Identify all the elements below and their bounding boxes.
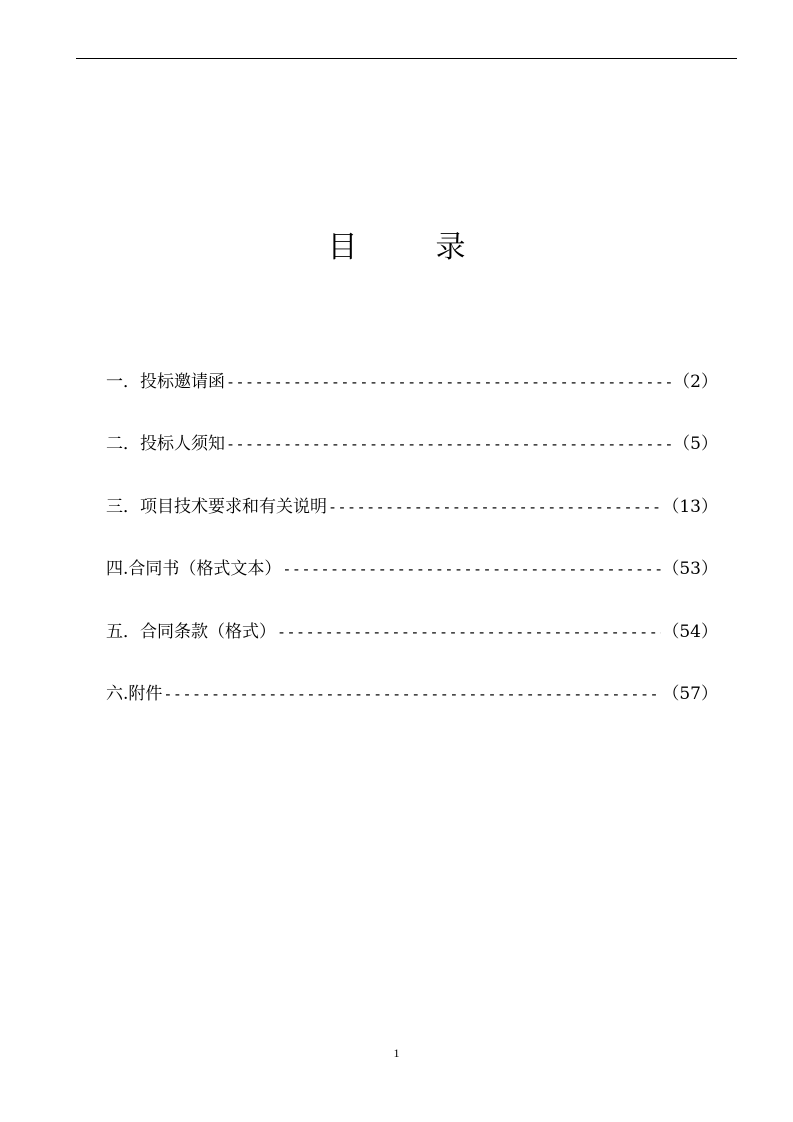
toc-entry-title: 合同书（格式文本） — [128, 559, 282, 580]
toc-entry-number: 五． — [106, 621, 140, 642]
toc-entry-contract-terms[interactable] — [106, 616, 718, 678]
toc-dot-leader — [277, 616, 661, 648]
toc-entry-contract-template[interactable] — [106, 553, 718, 615]
toc-entry-technical-requirements[interactable] — [106, 491, 718, 553]
toc-dot-leader — [282, 553, 661, 585]
toc-entry-number: 六. — [106, 683, 129, 704]
header-rule — [76, 58, 737, 59]
title-char-1: 目 — [327, 230, 358, 265]
toc-entry-number: 二． — [106, 434, 140, 455]
toc-dot-leader — [226, 428, 672, 460]
toc-entry-bidder-instructions[interactable] — [106, 428, 718, 490]
toc-entry-title: 附件 — [128, 683, 163, 704]
toc-entry-title: 项目技术要求和有关说明 — [140, 496, 327, 517]
table-of-contents — [106, 366, 718, 740]
toc-entry-title: 合同条款（格式） — [140, 621, 276, 642]
toc-entry-title: 投标人须知 — [140, 434, 225, 455]
toc-entry-attachments[interactable] — [106, 678, 718, 740]
page-title — [0, 226, 793, 270]
toc-entry-page: （2） — [673, 372, 718, 392]
toc-entry-number: 四. — [106, 559, 129, 580]
toc-entry-page: （54） — [662, 621, 718, 642]
toc-dot-leader — [328, 491, 661, 523]
toc-entry-number: 三． — [106, 496, 140, 517]
toc-entry-page: （57） — [662, 683, 718, 704]
title-char-2: 录 — [435, 230, 466, 265]
toc-entry-page: （53） — [662, 559, 718, 580]
toc-entry-page: （13） — [662, 496, 718, 517]
toc-dot-leader — [163, 678, 661, 710]
toc-dot-leader — [226, 366, 672, 398]
toc-entry-page: （5） — [673, 434, 718, 455]
page-number: 1 — [393, 1046, 400, 1060]
toc-entry-invitation[interactable] — [106, 366, 718, 428]
toc-entry-number: 一． — [106, 372, 140, 392]
toc-entry-title: 投标邀请函 — [140, 372, 225, 392]
